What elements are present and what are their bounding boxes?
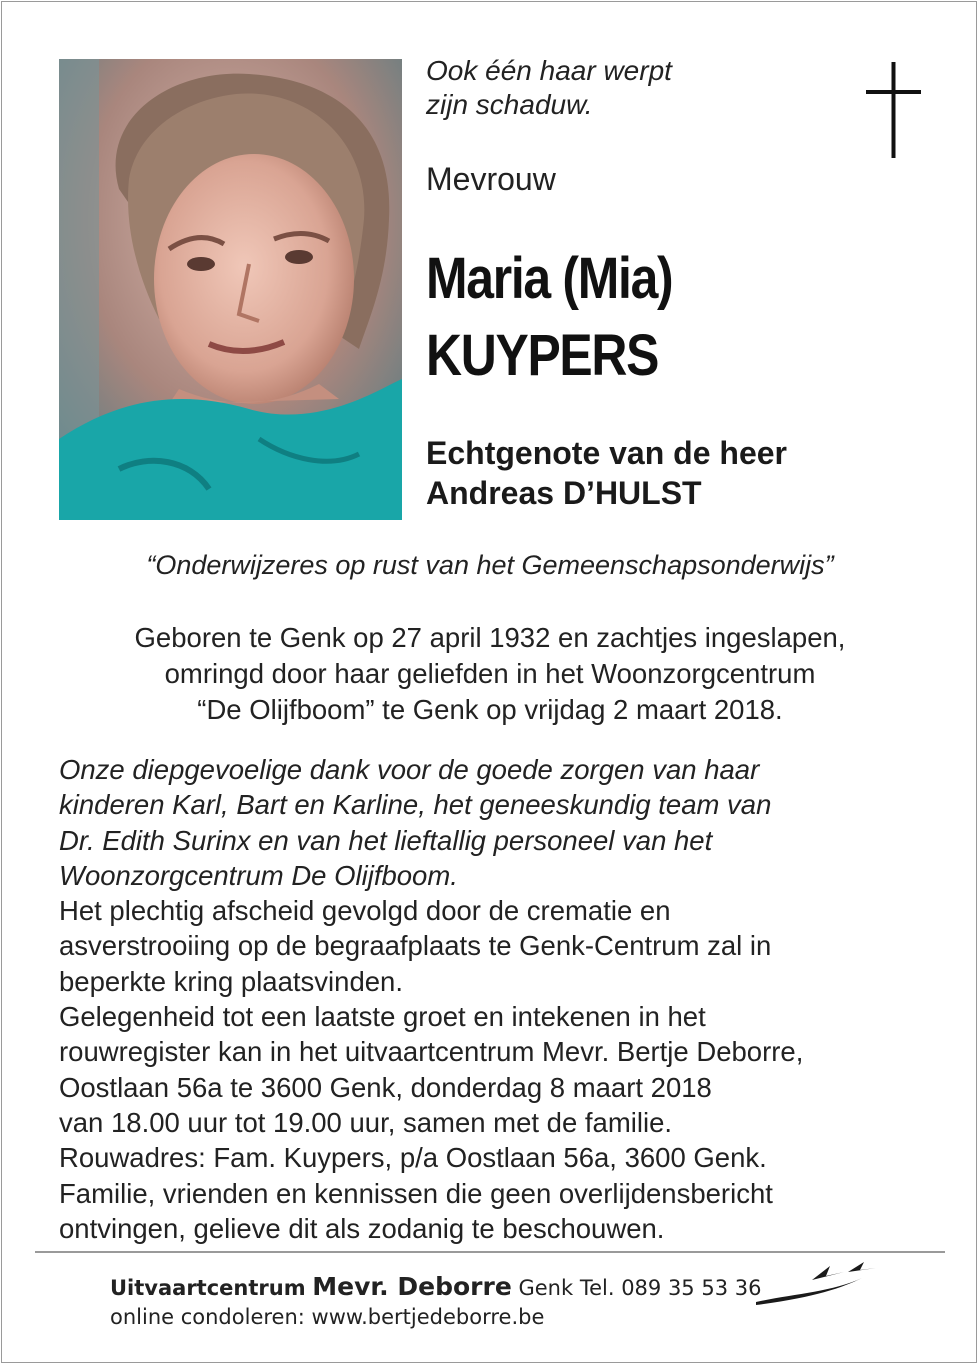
born-line-1: Geboren te Genk op 27 april 1932 en zachtjes ingeslapen, — [134, 622, 846, 653]
details-line: asverstrooiing op de begraafplaats te Genk-Centrum zal in — [59, 930, 772, 962]
thanks-line: Onze diepgevoelige dank voor de goede zorgen van haar — [59, 754, 760, 785]
motto — [426, 54, 672, 122]
honorific: Mevrouw — [426, 161, 556, 197]
thanks-line: Dr. Edith Surinx en van het lieftallig personeel van het — [59, 824, 713, 856]
details-line: Het plechtig afscheid gevolgd door de crematie en — [59, 895, 671, 927]
details-line: Rouwadres: Fam. Kuypers, p/a Oostlaan 56a, 3600 Genk. — [59, 1142, 767, 1174]
motto-line-2: zijn schaduw. — [426, 89, 593, 120]
details-line: ontvingen, gelieve dit als zodanig te beschouwen. — [59, 1212, 665, 1244]
announcement-body — [59, 752, 939, 1246]
company-name: Mevr. Deborre — [312, 1272, 512, 1301]
born-line-3: “De Olijfboom” te Genk op vrijdag 2 maart 2018. — [197, 694, 783, 725]
deceased-name — [426, 240, 672, 394]
birth-death-text — [0, 620, 980, 728]
details-line: rouwregister kan in het uitvaartcentrum Mevr. Bertje Deborre, — [59, 1036, 804, 1068]
birds-logo-icon — [752, 1258, 880, 1308]
details-line: beperkte kring plaatsvinden. — [59, 965, 403, 997]
online-condolence-link[interactable]: online condoleren: www.bertjedeborre.be — [110, 1305, 545, 1329]
spouse-info — [426, 433, 787, 513]
company-prefix: Uitvaartcentrum — [110, 1276, 306, 1300]
funeral-home-line — [110, 1272, 761, 1301]
company-city: Genk — [518, 1276, 574, 1300]
first-name: Maria (Mia) — [426, 246, 673, 311]
cross-icon — [866, 62, 921, 158]
portrait-photo — [59, 59, 402, 520]
thanks-line: Woonzorgcentrum De Olijfboom. — [59, 859, 458, 891]
born-line-2: omringd door haar geliefden in het Woonzorgcentrum — [164, 658, 816, 689]
footer-divider — [35, 1251, 945, 1253]
details-line: Familie, vrienden en kennissen die geen overlijdensbericht — [59, 1177, 773, 1209]
company-phone: Tel. 089 35 53 36 — [579, 1276, 762, 1300]
spouse-line-1: Echtgenote van de heer — [426, 435, 787, 471]
last-name: KUYPERS — [426, 323, 659, 388]
profession-quote: “Onderwijzeres op rust van het Gemeenschapsonderwijs” — [146, 550, 834, 580]
thanks-line: kinderen Karl, Bart en Karline, het geneeskundig team van — [59, 789, 772, 821]
details-line: Oostlaan 56a te 3600 Genk, donderdag 8 maart 2018 — [59, 1071, 712, 1103]
details-line: van 18.00 uur tot 19.00 uur, samen met de familie. — [59, 1106, 673, 1138]
motto-line-1: Ook één haar werpt — [426, 55, 672, 86]
spouse-line-2: Andreas D’HULST — [426, 475, 702, 511]
details-line: Gelegenheid tot een laatste groet en intekenen in het — [59, 1001, 706, 1033]
